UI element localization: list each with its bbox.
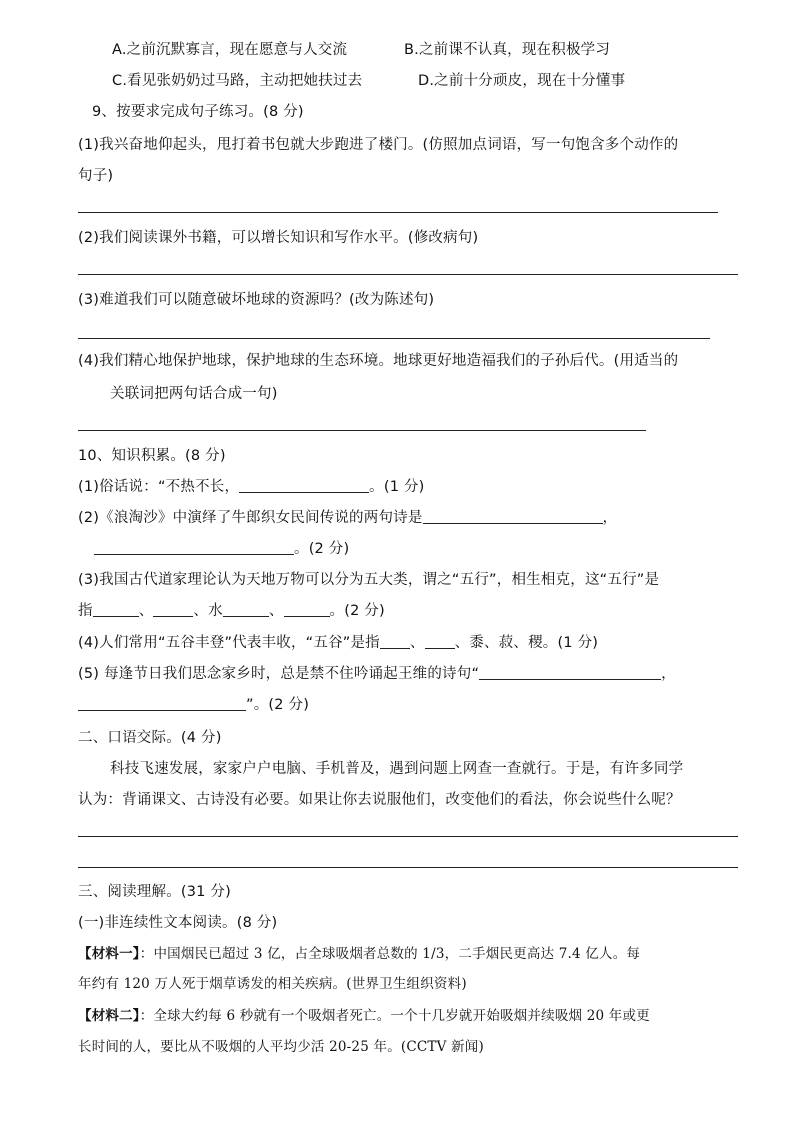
material2-text: ：全球大约每 6 秒就有一个吸烟者死亡。一个十几岁就开始吸烟并续吸烟 20 年或更 bbox=[139, 1008, 650, 1024]
q10-item5-cont bbox=[78, 695, 309, 715]
answer-line-q9-3[interactable] bbox=[78, 338, 710, 339]
q9-s1-line1: (1)我兴奋地仰起头，甩打着书包就大步跑进了楼门。(仿照加点词语，写一句饱含多个动作的 bbox=[78, 137, 679, 153]
q10-item4-prefix: (4)人们常用“五谷丰登”代表丰收，“五谷”是指 bbox=[78, 635, 380, 651]
q10-item3-sep: 、 bbox=[268, 603, 284, 619]
q10-item5 bbox=[78, 664, 676, 684]
blank-field[interactable] bbox=[425, 634, 455, 649]
blank-field[interactable] bbox=[239, 478, 369, 493]
q9-s4-line1: (4)我们精心地保护地球，保护地球的生态环境。地球更好地造福我们的子孙后代。(用适当的 bbox=[78, 353, 679, 369]
q10-item2-suffix: 。(2 分) bbox=[294, 541, 350, 557]
blank-field[interactable] bbox=[380, 634, 410, 649]
material2-label: 【材料二】 bbox=[78, 1008, 140, 1024]
section2-title: 二、口语交际。(4 分) bbox=[78, 730, 222, 746]
q10-item3-zhi: 指 bbox=[78, 603, 93, 619]
material1-line1 bbox=[78, 944, 640, 964]
q9-s1-line2: 句子) bbox=[78, 168, 114, 184]
q10-item5-prefix: (5) 每逢节日我们思念家乡时，总是禁不住吟诵起王维的诗句“ bbox=[78, 666, 480, 682]
blank-field[interactable] bbox=[94, 540, 294, 555]
q10-item1 bbox=[78, 477, 425, 497]
q10-item3-line1: (3)我国古代道家理论认为天地万物可以分为五大类，谓之“五行”，相生相克，这“五行”是 bbox=[78, 572, 660, 588]
q10-item5-suffix: ”。(2 分) bbox=[246, 697, 310, 713]
answer-line-q9-4[interactable] bbox=[78, 430, 646, 431]
q10-item2 bbox=[78, 508, 617, 528]
option-c: C.看见张奶奶过马路，主动把她扶过去 bbox=[112, 73, 363, 89]
q10-item2-comma: ， bbox=[602, 510, 618, 526]
blank-field[interactable] bbox=[153, 602, 193, 617]
q10-item4 bbox=[78, 633, 598, 653]
option-b: B.之前课不认真，现在积极学习 bbox=[404, 42, 611, 58]
material2-line2: 长时间的人，要比从不吸烟的人平均少活 20-25 年。(CCTV 新闻) bbox=[78, 1039, 484, 1055]
blank-field[interactable] bbox=[479, 665, 661, 680]
q10-item1-prefix: (1)俗话说：“不热不长， bbox=[78, 479, 240, 495]
q10-item3-sep: 、 bbox=[138, 603, 154, 619]
q9-s3: (3)难道我们可以随意破坏地球的资源吗？(改为陈述句) bbox=[78, 292, 435, 308]
section3-title: 三、阅读理解。(31 分) bbox=[78, 884, 231, 900]
q10-item2-prefix: (2)《浪淘沙》中演绎了牛郎织女民间传说的两句诗是 bbox=[78, 510, 423, 526]
q10-item2-cont bbox=[94, 539, 349, 559]
q9-s2: (2)我们阅读课外书籍，可以增长知识和写作水平。(修改病句) bbox=[78, 230, 479, 246]
material1-text: ：中国烟民已超过 3 亿，占全球吸烟者总数的 1/3，二手烟民更高达 7.4 亿人。每 bbox=[139, 946, 641, 962]
q9-s4-line2: 关联词把两句话合成一句) bbox=[110, 386, 278, 402]
blank-field[interactable] bbox=[284, 602, 330, 617]
section2-para-line2: 认为：背诵课文、古诗没有必要。如果让你去说服他们，改变他们的看法，你会说些什么呢？ bbox=[78, 792, 681, 808]
q10-item3-water: 、水 bbox=[193, 603, 223, 619]
q10-item4-sep: 、 bbox=[409, 635, 425, 651]
blank-field[interactable] bbox=[93, 602, 139, 617]
blank-field[interactable] bbox=[423, 509, 603, 524]
q10-item3-line2 bbox=[78, 601, 385, 621]
q10-item5-comma: ， bbox=[661, 666, 676, 682]
answer-line-q9-1[interactable] bbox=[78, 212, 718, 213]
q10-title: 10、知识积累。(8 分) bbox=[78, 448, 226, 464]
q10-item3-end: 。(2 分) bbox=[329, 603, 385, 619]
q9-title: 9、按要求完成句子练习。(8 分) bbox=[92, 104, 304, 120]
material1-line2: 年约有 120 万人死于烟草诱发的相关疾病。(世界卫生组织资料) bbox=[78, 976, 467, 992]
answer-line-q9-2[interactable] bbox=[78, 274, 738, 275]
blank-field[interactable] bbox=[223, 602, 269, 617]
answer-line-oral-1[interactable] bbox=[78, 836, 738, 837]
section2-para-line1: 科技飞速发展，家家户户电脑、手机普及，遇到问题上网查一查就行。于是，有许多同学 bbox=[110, 761, 684, 777]
section3-subtitle: (一)非连续性文本阅读。(8 分) bbox=[78, 915, 278, 931]
option-a: A.之前沉默寡言，现在愿意与人交流 bbox=[112, 42, 348, 58]
option-d: D.之前十分顽皮，现在十分懂事 bbox=[418, 73, 626, 89]
material2-line1 bbox=[78, 1006, 650, 1026]
q10-item4-suffix: 、黍、菽、稷。(1 分) bbox=[454, 635, 599, 651]
q10-item1-suffix: 。(1 分) bbox=[369, 479, 425, 495]
answer-line-oral-2[interactable] bbox=[78, 867, 738, 868]
blank-field[interactable] bbox=[78, 696, 246, 711]
material1-label: 【材料一】 bbox=[78, 946, 140, 962]
